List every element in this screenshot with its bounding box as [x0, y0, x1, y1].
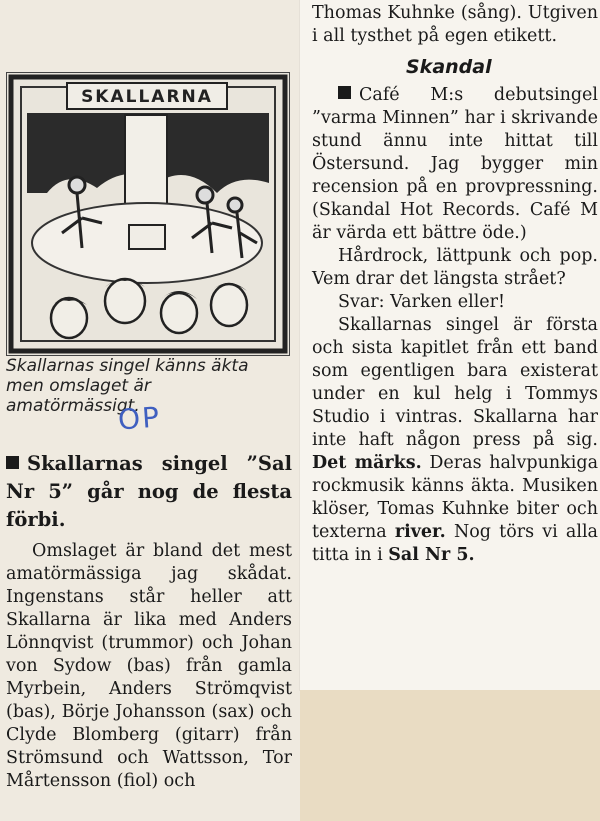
p4-bold-c: Sal Nr 5. [388, 545, 475, 565]
p4-bold-a: Det märks. [312, 453, 422, 473]
bullet-square-icon [338, 86, 351, 99]
paragraph-4 [312, 314, 598, 567]
p4-text-a: Skallarnas singel är första och sista kapitlet från ett band som egentligen bara existerat under en kul helg i Tommys Studio i vintras. Skallarna har inte haft någon press på sig. [312, 315, 598, 450]
review-headline-text: Skallarnas singel ”Sal Nr 5” går nog de flesta förbi. [6, 452, 292, 531]
bullet-square-icon [6, 456, 19, 469]
cafe-m-review [312, 0, 598, 567]
review-body: Omslaget är bland det mest amatörmässiga jag skådat. Ingenstans står heller att Skallarna är lika med Anders Lönnqvist (trummor) och Johan von Sydow (bas) från gamla Myrbein, Anders Strömqvist (bas), Börje Johansson (sax) och Clyde Blomberg (gitarr) från Strömsund och Wattsson, Tor Mårtensson (fiol) och [6, 541, 292, 791]
right-column [300, 0, 600, 690]
paragraph-1 [312, 84, 598, 245]
paragraph-3: Svar: Varken eller! [338, 292, 506, 312]
record-cover-photo [6, 72, 290, 356]
section-kicker: Skandal [406, 56, 492, 78]
cover-sign-text: SKALLARNA [81, 87, 213, 107]
record-cover-illustration [7, 73, 289, 355]
handwritten-note: OP [116, 400, 163, 437]
p4-text-c: Nog törs vi alla titta in i [312, 522, 598, 565]
review-headline [6, 450, 292, 534]
photo-caption: Skallarnas singel känns äkta men omslaget är amatörmässigt. [6, 356, 249, 416]
paragraph-1-text: Café M:s debutsingel ”varma Minnen” har i skrivande stund ännu inte hittat till Östersund. Jag bygger min recension på en provpressning. (Skandal Hot Records. Café M är värda ett bättre öde.) [312, 85, 598, 243]
blank-backing-paper [300, 690, 600, 821]
skallarna-review [6, 450, 292, 793]
p4-bold-b: river. [394, 522, 446, 542]
paragraph-2: Hårdrock, lättpunk och pop. Vem drar det längsta strået? [312, 246, 598, 289]
p4-text-b: Deras halvpunkiga rockmusik känns äkta. Musiken klöser, Tomas Kuhnke biter och texterna [312, 453, 598, 542]
continued-text: Thomas Kuhnke (sång). Utgiven i all tysthet på egen etikett. [312, 3, 598, 46]
